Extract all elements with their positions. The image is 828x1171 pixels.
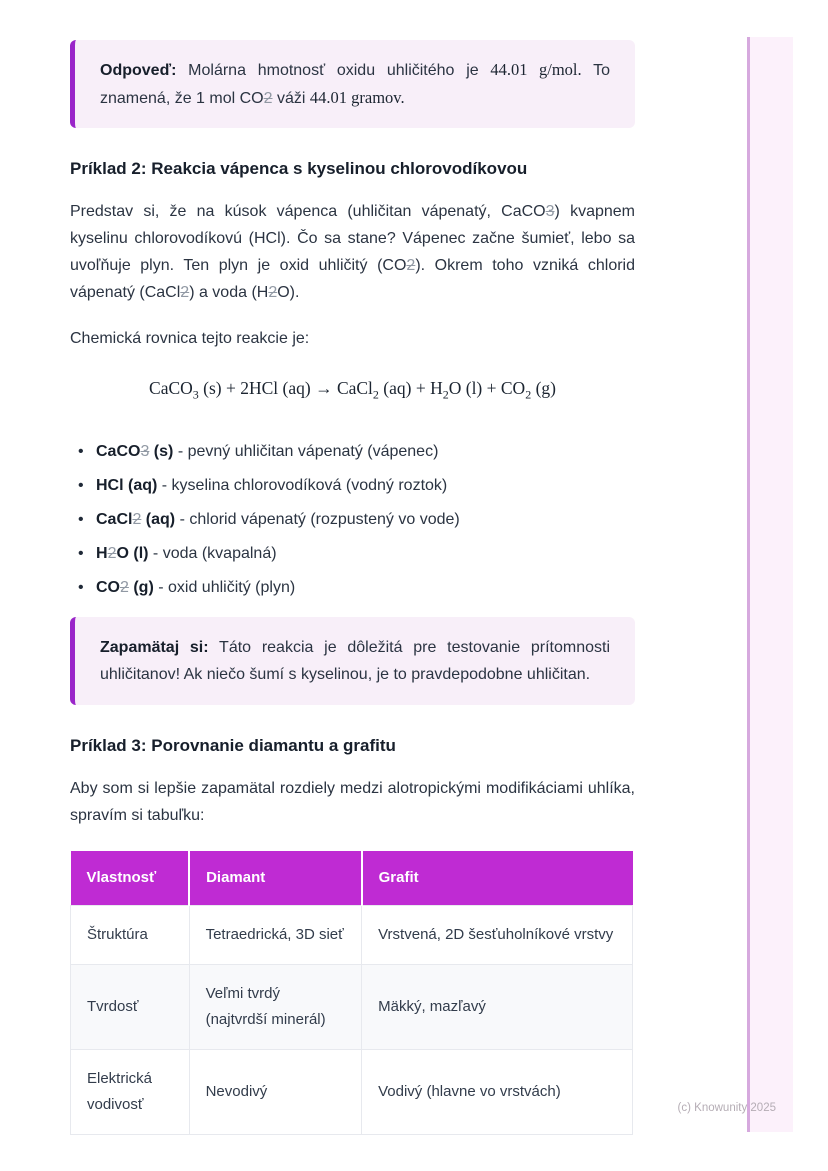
heading-priklad-2: Príklad 2: Reakcia vápenca s kyselinou chlorovodíkovou [70,159,528,178]
bullet4-strike: 2 [120,578,129,596]
equation-seg-a: CaCO [149,378,193,398]
bullet0-state: (s) [149,442,174,460]
answer-text-1: Molárna hmotnosť oxidu uhličitého je [188,62,479,79]
table-cell: Nevodivý [189,1049,362,1134]
para2-seg-d: ) a voda (H [189,284,269,301]
equation-seg-e: (g) [531,378,556,398]
document-content [70,0,635,1135]
answer-callout-label: Odpoveď: [100,62,177,79]
bullet4-formula: CO [96,578,120,596]
equation-sub-3: 2 [442,387,449,402]
heading-priklad-3: Príklad 3: Porovnanie diamantu a grafitu [70,735,396,755]
bullet0-strike: 3 [140,442,150,460]
answer-math-1: 44.01 g/mol. [490,60,582,79]
para2-strike-1: 3 [545,203,555,220]
para2-seg-e: O). [277,284,300,301]
answer-math-2: 44.01 gramov. [309,88,405,107]
list-item [70,441,635,462]
list-item [70,509,635,530]
table-cell: Vodivý (hlavne vo vrstvách) [362,1049,633,1134]
equation-seg-b: (s) + 2HCl (aq) → CaCl [198,378,373,398]
bullet1-desc: - kyselina chlorovodíková (vodný roztok) [161,476,448,494]
bullet4-state: (g) [128,578,154,596]
list-item [70,475,635,496]
paragraph-table-intro: Aby som si lepšie zapamätal rozdiely medzi alotropickými modifikáciami uhlíka, spravím si tabuľku: [70,779,635,824]
paragraph-vapenec [70,198,635,306]
equation-seg-d: O (l) + CO [448,378,526,398]
bullet3-state: O (l) [116,544,149,562]
answer-strike-digit: 2 [263,90,273,107]
table-row [71,905,633,964]
bullet2-desc: - chlorid vápenatý (rozpustený vo vode) [179,510,460,528]
equation-sub-2: 2 [372,387,379,402]
equation-sub-4: 2 [525,387,532,402]
answer-text-3: váži [276,90,306,107]
reaction-components-list [70,441,635,598]
table-header-vlastnost: Vlastnosť [71,851,190,906]
para2-seg-b: ) kvapnem kyselinu chlorovodíkovú (HCl). Čo sa stane? Vápenec začne šumieť, lebo sa uvoľňuje plyn. Ten plyn je oxid uhličitý (CO [70,203,635,274]
table-cell: Veľmi tvrdý (najtvrdší minerál) [189,964,362,1049]
comparison-table [70,851,633,1135]
equation-sub-1: 3 [192,387,199,402]
para2-strike-2: 2 [406,257,416,274]
bullet4-desc: - oxid uhličitý (plyn) [158,578,296,596]
para2-seg-a: Predstav si, že na kúsok vápenca (uhličitan vápenatý, CaCO [70,203,546,220]
chemical-equation [70,376,635,407]
page-edge-strip [747,37,793,1132]
table-header-grafit: Grafit [362,851,633,906]
bullet2-strike: 2 [132,510,142,528]
bullet2-formula: CaCl [96,510,133,528]
table-header-row [71,851,633,906]
answer-callout [70,40,635,128]
bullet0-desc: - pevný uhličitan vápenatý (vápenec) [177,442,439,460]
copyright-footer: (c) Knowunity 2025 [677,1102,776,1114]
table-row [71,1049,633,1134]
table-header-diamant: Diamant [189,851,362,906]
answer-text-2: To znamená, že 1 mol CO [100,62,610,107]
bullet1-formula: HCl (aq) [96,476,158,494]
table-cell: Mäkký, mazľavý [362,964,633,1049]
remember-callout-label: Zapamätaj si: [100,638,209,656]
remember-callout-text: Táto reakcia je dôležitá pre testovanie prítomnosti uhličitanov! Ak niečo šumí s kyselinou, je to pravdepodobne uhličitan. [100,638,610,683]
table-cell: Vrstvená, 2D šesťuholníkové vrstvy [362,905,633,964]
list-item [70,577,635,598]
para2-strike-4: 2 [268,284,278,301]
bullet0-formula: CaCO [96,442,141,460]
bullet2-state: (aq) [141,510,176,528]
remember-callout [70,617,635,705]
bullet3-strike: 2 [107,544,117,562]
table-row [71,964,633,1049]
bullet3-desc: - voda (kvapalná) [152,544,277,562]
para2-seg-c: ). Okrem toho vzniká chlorid vápenatý (CaCl [70,257,635,301]
para2-strike-3: 2 [180,284,190,301]
equation-intro: Chemická rovnica tejto reakcie je: [70,330,310,347]
table-cell: Elektrická vodivosť [71,1049,190,1134]
list-item [70,543,635,564]
equation-seg-c: (aq) + H [378,378,443,398]
bullet3-formula: H [96,544,108,562]
table-cell: Štruktúra [71,905,190,964]
table-cell: Tvrdosť [71,964,190,1049]
table-cell: Tetraedrická, 3D sieť [189,905,362,964]
